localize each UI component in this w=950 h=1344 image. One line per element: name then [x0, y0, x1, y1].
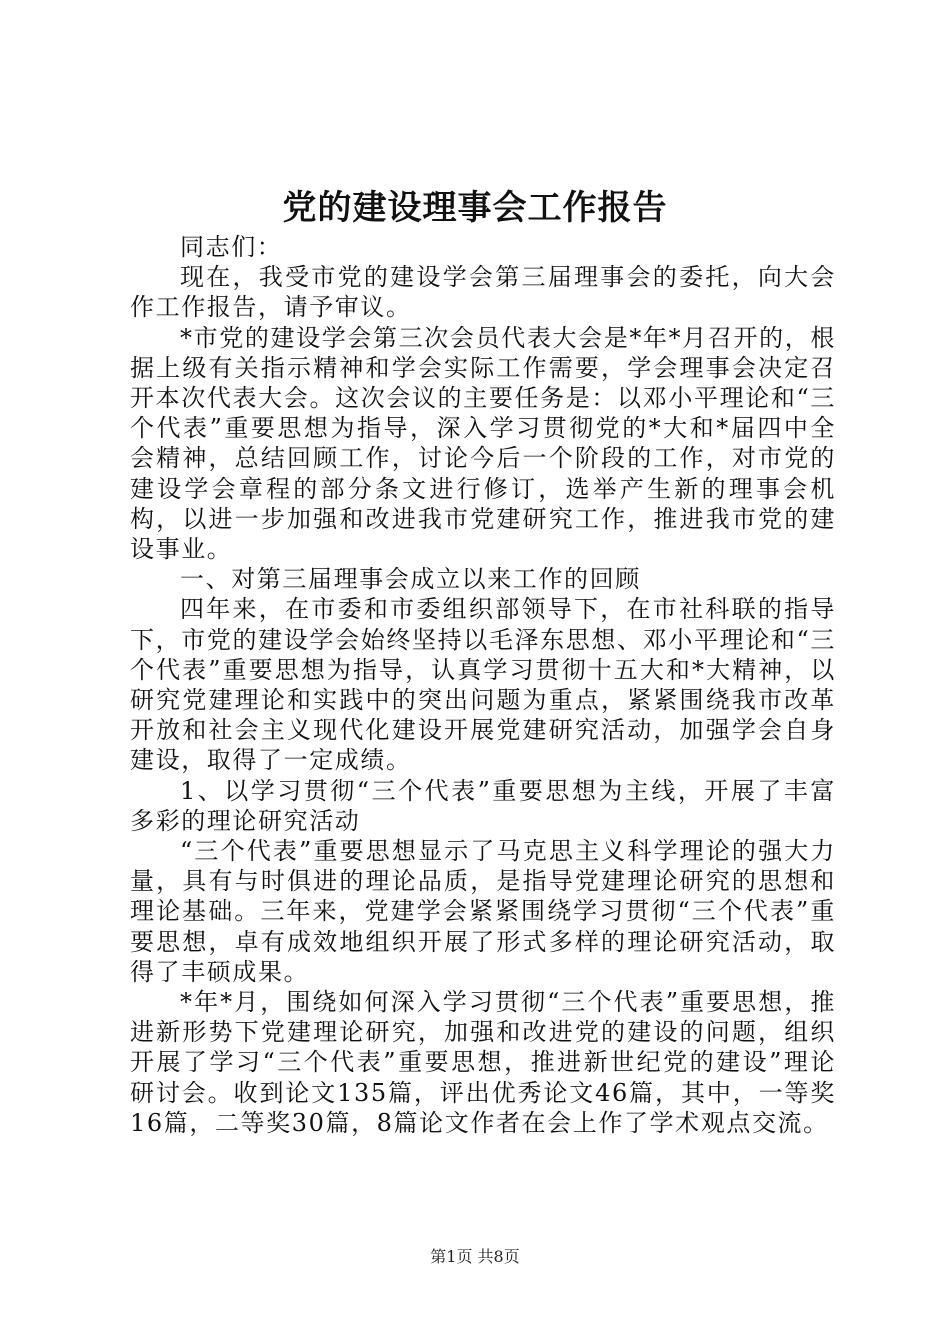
document-title: 党的建设理事会工作报告: [282, 188, 668, 228]
seminar-paragraph: *年*月，围绕如何深入学习贯彻“三个代表”重要思想，推进新形势下党建理论研究，加强和改进党的建设的问题，组织开展了学习“三个代表”重要思想，推进新世纪党的建设”理论研讨会。收到论文135篇，评出优秀论文46篇，其中，一等奖16篇，二等奖30篇，8篇论文作者在会上作了学术观点交流。: [130, 988, 836, 1137]
section-heading: 一、对第三届理事会成立以来工作的回顾: [180, 565, 641, 594]
intro-paragraph: 现在，我受市党的建设学会第三届理事会的委托，向大会作工作报告，请予审议。: [130, 263, 836, 322]
meeting-purpose-paragraph: *市党的建设学会第三次会员代表大会是*年*月召开的，根据上级有关指示精神和学会实际工作需要，学会理事会决定召开本次代表大会。这次会议的主要任务是：以邓小平理论和“三个代表”重要思想为指导，深入学习贯彻党的*大和*届四中全会精神，总结回顾工作，讨论今后一个阶段的工作，对市党的建设学会章程的部分条文进行修订，选举产生新的理事会机构，以进一步加强和改进我市党建研究工作，推进我市党的建设事业。: [130, 323, 836, 564]
review-paragraph: 四年来，在市委和市委组织部领导下，在市社科联的指导下，市党的建设学会始终坚持以毛泽东思想、邓小平理论和“三个代表”重要思想为指导，认真学习贯彻十五大和*大精神，以研究党建理论和实践中的突出问题为重点，紧紧围绕我市改革开放和社会主义现代化建设开展党建研究活动，加强学会自身建设，取得了一定成绩。: [130, 595, 836, 775]
document-body: [130, 232, 836, 1138]
theory-paragraph: “三个代表”重要思想显示了马克思主义科学理论的强大力量，具有与时俱进的理论品质，是指导党建理论研究的思想和理论基础。三年来，党建学会紧紧围绕学习贯彻“三个代表”重要思想，卓有成效地组织开展了形式多样的理论研究活动，取得了丰硕成果。: [130, 837, 836, 986]
salutation-paragraph: 同志们：: [180, 233, 283, 261]
page-number-footer: 第1页 共8页: [430, 1247, 520, 1266]
subsection-heading: 1、以学习贯彻“三个代表”重要思想为主线，开展了丰富多彩的理论研究活动: [130, 776, 836, 835]
